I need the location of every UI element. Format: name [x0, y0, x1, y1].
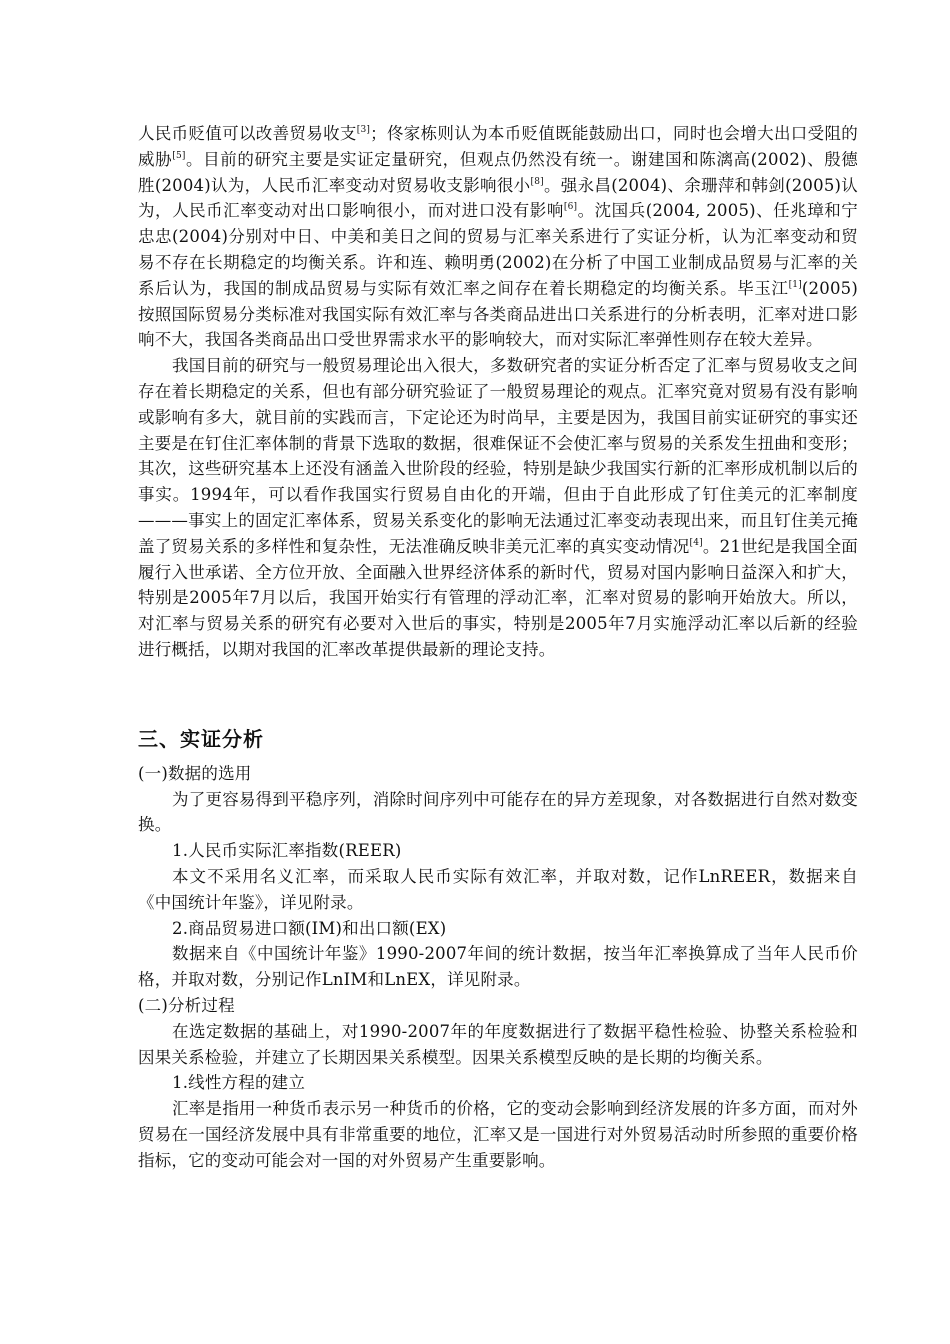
- citation-ref: [8]: [530, 176, 544, 187]
- subsection-heading: (二)分析过程: [138, 995, 235, 1015]
- paragraph: 数据来自《中国统计年鉴》1990-2007年间的统计数据，按当年汇率换算成了当年人民币价格，并取对数，分别记作LnIM和LnEX，详见附录。: [138, 944, 858, 990]
- section-heading: 三、实证分析: [138, 726, 264, 751]
- citation-ref: [6]: [563, 202, 578, 213]
- document-page: [138, 121, 858, 1173]
- item-heading: 1.线性方程的建立: [172, 1073, 306, 1093]
- subsection-heading: (一)数据的选用: [138, 763, 252, 783]
- paragraph: 汇率是指用一种货币表示另一种货币的价格，它的变动会影响到经济发展的许多方面，而对外贸易在一国经济发展中具有非常重要的地位，汇率又是一国进行对外贸易活动时所参照的重要价格指标，它的变动可能会对一国的对外贸易产生重要影响。: [138, 1099, 858, 1170]
- citation-ref: [1]: [788, 279, 802, 290]
- citation-ref: [5]: [172, 150, 186, 161]
- section-spacer: [138, 663, 858, 725]
- citation-ref: [3]: [356, 125, 371, 135]
- paragraph: 在选定数据的基础上，对1990-2007年的年度数据进行了数据平稳性检验、协整关系检验和因果关系检验，并建立了长期因果关系模型。因果关系模型反映的是长期的均衡关系。: [138, 1021, 858, 1067]
- paragraph: 为了更容易得到平稳序列，消除时间序列中可能存在的异方差现象，对各数据进行自然对数变换。: [138, 789, 858, 835]
- citation-ref: [4]: [689, 537, 703, 548]
- item-heading: 2.商品贸易进口额(IM)和出口额(EX): [172, 918, 447, 938]
- paragraph-research-gap: 我国目前的研究与一般贸易理论出入很大，多数研究者的实证分析否定了汇率与贸易收支之间存在着长期稳定的关系，但也有部分研究验证了一般贸易理论的观点。汇率究竟对贸易有没有影响或影响有多大，就目前的实践而言，下定论还为时尚早，主要是因为，我国目前实证研究的事实还主要是在钉住汇率体制的背景下选取的数据，很难保证不会使汇率与贸易的关系发生扭曲和变形；其次，这些研究基本上还没有涵盖入世阶段的经验，特别是缺少我国实行新的汇率形成机制以后的事实。1994年，可以看作我国实行贸易自由化的开端，但由于自此形成了钉住美元的汇率制度———事实上的固定汇率体系，贸易关系变化的影响无法通过汇率变动表现出来，而且钉住美元掩盖了贸易关系的多样性和复杂性，无法准确反映非美元汇率的真实变动情况[4]。21世纪是我国全面履行入世承诺、全方位开放、全面融入世界经济体系的新时代，贸易对国内影响日益深入和扩大，特别是2005年7月以后，我国开始实行有管理的浮动汇率，汇率对贸易的影响开始放大。所以，对汇率与贸易关系的研究有必要对入世后的事实，特别是2005年7月实施浮动汇率以后新的经验进行概括，以期对我国的汇率改革提供最新的理论支持。: [138, 356, 859, 659]
- item-heading: 1.人民币实际汇率指数(REER): [172, 841, 402, 861]
- paragraph: 本文不采用名义汇率，而采取人民币实际有效汇率，并取对数，记作LnREER，数据来自《中国统计年鉴》，详见附录。: [138, 866, 858, 912]
- paragraph-literature-review: 人民币贬值可以改善贸易收支[3]；佟家栋则认为本币贬值既能鼓励出口，同时也会增大出口受阻的威胁[5]。目前的研究主要是实证定量研究，但观点仍然没有统一。谢建国和陈漓高(2002)、殷德胜(2004)认为，人民币汇率变动对贸易收支影响很小[8]。强永昌(2004)、余珊萍和韩剑(2005)认为，人民币汇率变动对出口影响很小，而对进口没有影响[6]。沈国兵(2004, 2005)、任兆璋和宁忠忠(2004)分别对中日、中美和美日之间的贸易与汇率关系进行了实证分析，认为汇率变动和贸易不存在长期稳定的均衡关系。许和连、赖明勇(2002)在分析了中国工业制成品贸易与汇率的关系后认为，我国的制成品贸易与实际有效汇率之间存在着长期稳定的均衡关系。毕玉江[1](2005)按照国际贸易分类标准对我国实际有效汇率与各类商品进出口关系进行的分析表明，汇率对进口影响不大，我国各类商品出口受世界需求水平的影响较大，而对实际汇率弹性则存在较大差异。: [138, 124, 859, 350]
